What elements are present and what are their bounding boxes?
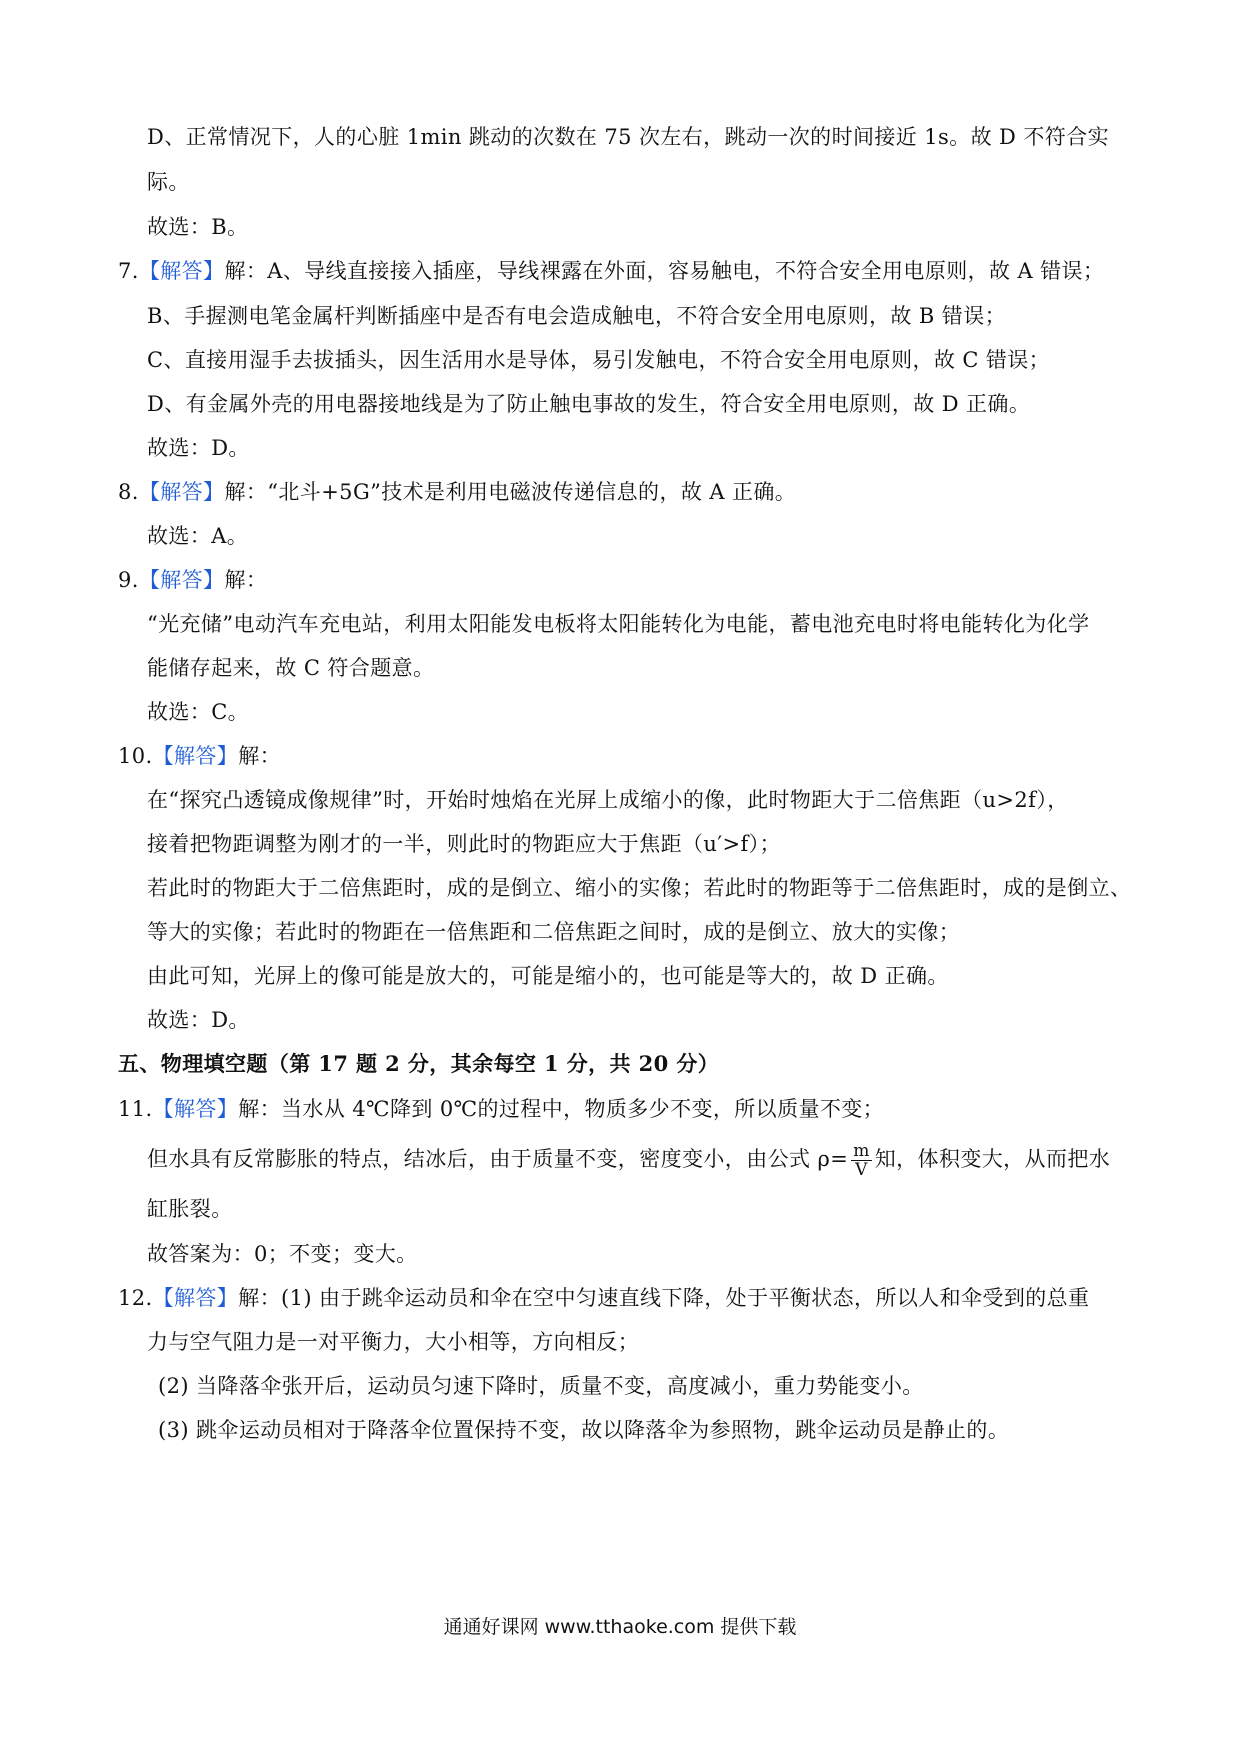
formula-line [147, 1142, 1110, 1179]
answer-tag: 【解答】 [138, 259, 225, 283]
text-line: (3) 跳伞运动员相对于降落伞位置保持不变，故以降落伞为参照物，跳伞运动员是静止的。 [158, 1418, 1010, 1442]
answer-tag: 【解答】 [138, 568, 225, 592]
answer-line: 故选：C。 [147, 700, 250, 724]
answer-line: 故选：D。 [147, 436, 250, 460]
question-10-heading [118, 742, 281, 770]
answer-line: 故选：B。 [147, 215, 249, 239]
page-footer: 通通好课网 www.tthaoke.com 提供下载 [443, 1616, 797, 1638]
question-number: 12. [118, 1286, 153, 1310]
answer-tag: 【解答】 [152, 1097, 239, 1121]
question-12-heading [118, 1284, 1089, 1312]
section-heading: 五、物理填空题（第 17 题 2 分，其余每空 1 分，共 20 分） [118, 1051, 720, 1076]
text-segment: 知，体积变大，从而把水 [874, 1147, 1111, 1171]
question-text: 解：(1) 由于跳伞运动员和伞在空中匀速直线下降，处于平衡状态，所以人和伞受到的总重 [238, 1286, 1090, 1310]
answer-line: 故答案为：0；不变；变大。 [147, 1242, 418, 1266]
text-line: 际。 [147, 170, 190, 194]
question-number: 10. [118, 744, 153, 768]
question-text: 解：A、导线直接接入插座，导线裸露在外面，容易触电，不符合安全用电原则，故 A 错误； [224, 259, 1105, 283]
question-11-heading [118, 1095, 884, 1123]
question-8-heading [118, 478, 796, 506]
question-text: 解： [224, 568, 268, 592]
answer-line: 故选：D。 [147, 1008, 250, 1032]
answer-tag: 【解答】 [152, 744, 239, 768]
text-line: (2) 当降落伞张开后，运动员匀速下降时，质量不变，高度减小，重力势能变小。 [158, 1374, 924, 1398]
fraction-numerator: m [853, 1141, 870, 1161]
answer-line: 故选：A。 [147, 524, 249, 548]
text-line: 由此可知，光屏上的像可能是放大的，可能是缩小的，也可能是等大的，故 D 正确。 [147, 964, 949, 988]
text-line: 在“探究凸透镜成像规律”时，开始时烛焰在光屏上成缩小的像，此时物距大于二倍焦距（u>2f）， [147, 788, 1069, 812]
text-line: “光充储”电动汽车充电站，利用太阳能发电板将太阳能转化为电能，蓄电池充电时将电能转化为化学 [147, 612, 1090, 636]
density-fraction [851, 1142, 872, 1179]
question-number: 8. [118, 480, 139, 504]
question-7-heading [118, 257, 1104, 285]
text-line: 接着把物距调整为刚才的一半，则此时的物距应大于焦距（u′>f）； [147, 832, 781, 856]
text-line: 若此时的物距大于二倍焦距时，成的是倒立、缩小的实像；若此时的物距等于二倍焦距时，成的是倒立、 [147, 876, 1132, 900]
text-line: D、正常情况下，人的心脏 1min 跳动的次数在 75 次左右，跳动一次的时间接近 1s。故 D 不符合实 [147, 125, 1109, 149]
text-line: 等大的实像；若此时的物距在一倍焦距和二倍焦距之间时，成的是倒立、放大的实像； [147, 920, 961, 944]
text-line: C、直接用湿手去拔插头，因生活用水是导体，易引发触电，不符合安全用电原则，故 C 错误； [147, 348, 1051, 372]
text-line: D、有金属外壳的用电器接地线是为了防止触电事故的发生，符合安全用电原则，故 D 正确。 [147, 392, 1031, 416]
answer-tag: 【解答】 [138, 480, 225, 504]
question-text: 解： [238, 744, 282, 768]
question-text: 解：“北斗+5G”技术是利用电磁波传递信息的，故 A 正确。 [224, 480, 797, 504]
answer-tag: 【解答】 [152, 1286, 239, 1310]
question-text: 解：当水从 4℃降到 0℃的过程中，物质多少不变，所以质量不变； [238, 1097, 885, 1121]
text-line: 缸胀裂。 [147, 1197, 233, 1221]
question-number: 11. [118, 1097, 153, 1121]
question-number: 9. [118, 568, 139, 592]
text-line: 力与空气阻力是一对平衡力，大小相等，方向相反； [147, 1330, 640, 1354]
question-number: 7. [118, 259, 139, 283]
text-segment: 但水具有反常膨胀的特点，结冰后，由于质量不变，密度变小，由公式 ρ= [147, 1147, 849, 1171]
text-line: B、手握测电笔金属杆判断插座中是否有电会造成触电，不符合安全用电原则，故 B 错误； [147, 304, 1007, 328]
fraction-denominator: V [855, 1160, 868, 1180]
text-line: 能储存起来，故 C 符合题意。 [147, 656, 435, 680]
question-9-heading [118, 566, 267, 594]
